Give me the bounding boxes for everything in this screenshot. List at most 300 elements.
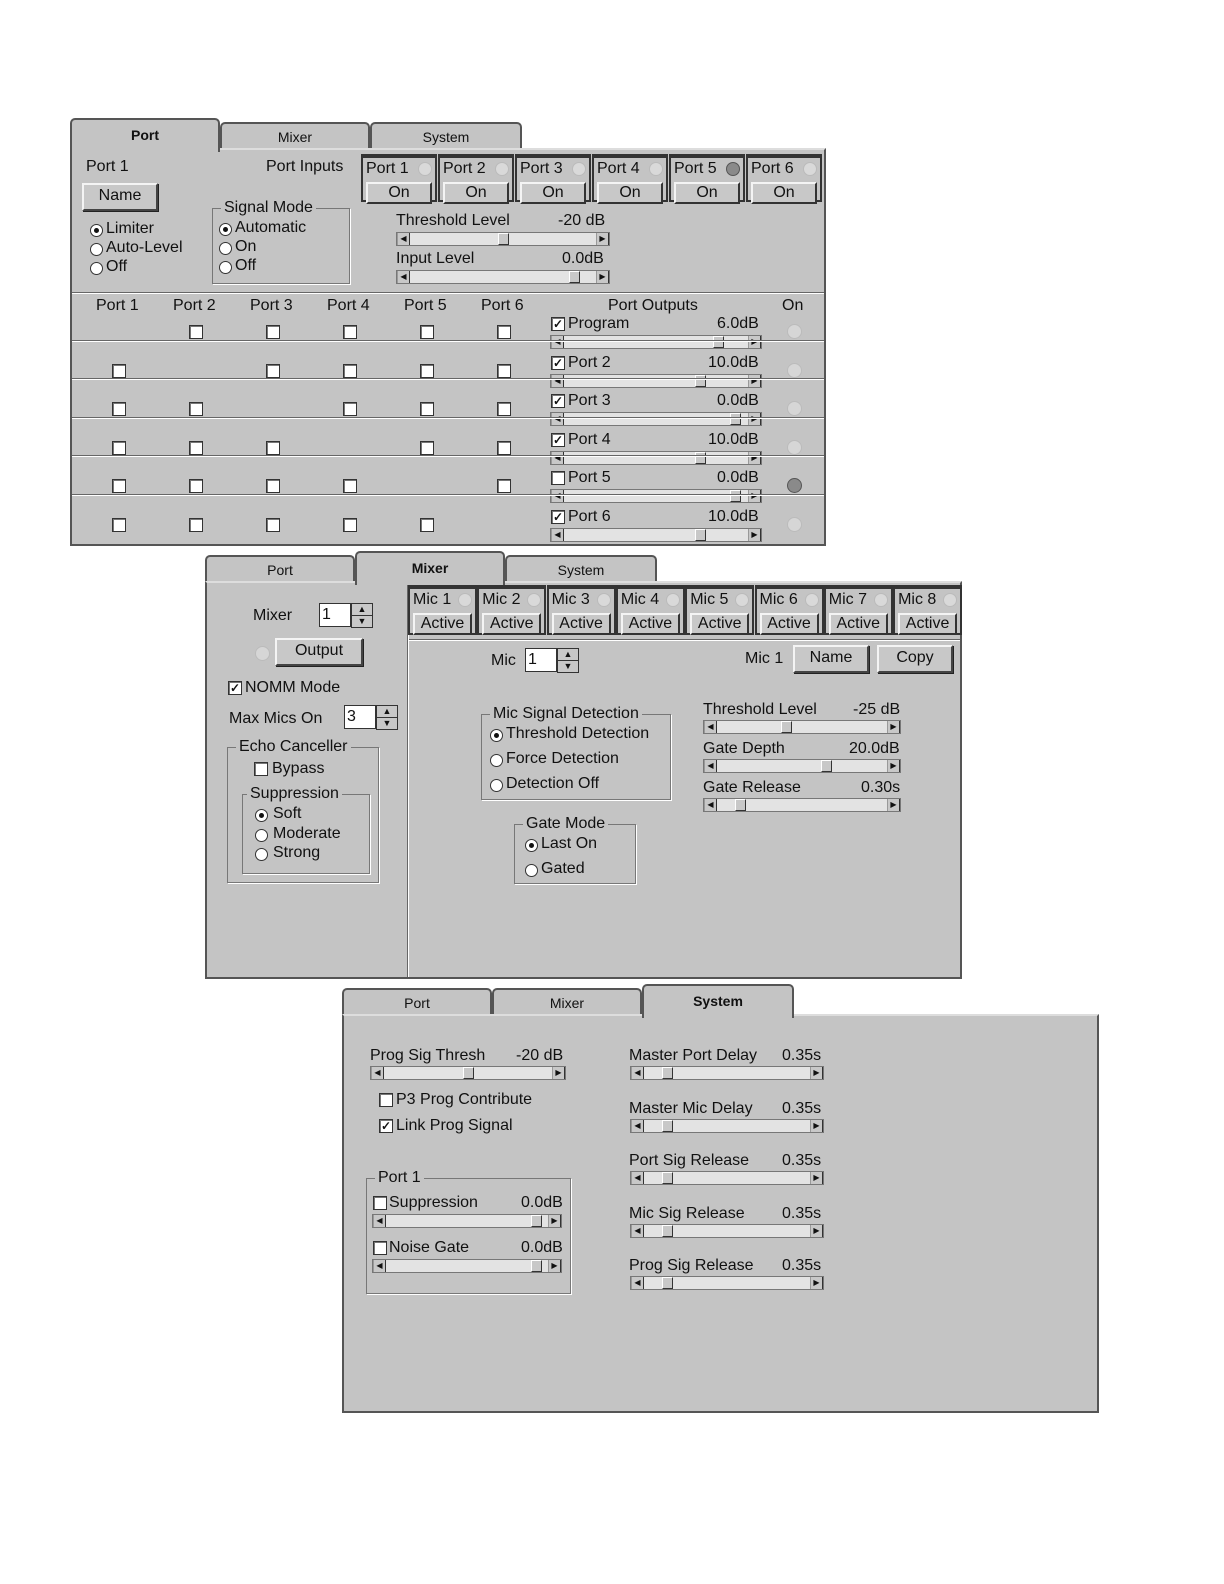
threshold-detection-radio[interactable] [490, 729, 503, 742]
input-level-label: Input Level [396, 250, 475, 267]
input-level-value: 0.0dB [562, 250, 604, 267]
link-prog-label: Link Prog Signal [396, 1117, 513, 1134]
mode-off-radio[interactable] [90, 262, 103, 275]
noise-gate-checkbox[interactable] [373, 1241, 387, 1255]
delay-slider[interactable] [630, 1119, 824, 1133]
slider-left-arrow-icon[interactable]: ◀ [371, 1067, 384, 1079]
gate-mode-group [514, 815, 636, 884]
route-checkbox[interactable] [497, 325, 511, 339]
slider-right-arrow-icon[interactable]: ▶ [810, 1225, 823, 1237]
detection-off-label: Detection Off [506, 775, 600, 792]
row-divider [72, 340, 824, 342]
strong-label: Strong [273, 844, 321, 861]
slider-left-arrow-icon[interactable]: ◀ [704, 799, 717, 811]
output-level-value: 0.0dB [717, 392, 759, 410]
tab-system[interactable]: System [370, 122, 522, 150]
gate-release-label: Gate Release [703, 779, 801, 796]
spin-up-icon[interactable]: ▲ [351, 603, 373, 616]
limiter-radio[interactable] [90, 224, 103, 237]
auto-level-label: Auto-Level [106, 239, 183, 256]
signal-off-radio[interactable] [219, 261, 232, 274]
matrix-header: Port 4 [327, 297, 370, 314]
slider-left-arrow-icon[interactable]: ◀ [704, 721, 717, 733]
route-checkbox[interactable] [266, 325, 280, 339]
slider-thumb[interactable] [498, 233, 509, 245]
noise-gate-label: Noise Gate [389, 1239, 470, 1256]
gate-release-slider[interactable] [703, 798, 901, 812]
suppression-checkbox[interactable] [373, 1196, 387, 1210]
slider-right-arrow-icon[interactable]: ▶ [748, 336, 761, 348]
row-divider [72, 494, 824, 496]
row-divider [72, 455, 824, 457]
on-label: On [782, 297, 804, 314]
mic-channel [824, 585, 893, 635]
spin-down-icon[interactable]: ▼ [376, 717, 398, 730]
matrix-header: Port 6 [481, 297, 524, 314]
system-window-tabs [342, 986, 802, 1016]
mic-led [527, 593, 541, 607]
tab-system[interactable]: System [505, 555, 657, 583]
slider-thumb[interactable] [531, 1260, 542, 1272]
tab-port[interactable]: Port [342, 988, 492, 1016]
output-on-led [787, 440, 802, 455]
mic-signal-detection-title: Mic Signal Detection [490, 705, 642, 723]
slider-thumb[interactable] [730, 490, 741, 502]
mic-channel [477, 585, 546, 635]
output-label: Port 4 [568, 430, 611, 448]
delay-label: Master Mic Delay [629, 1099, 753, 1117]
output-level-value: 10.0dB [708, 430, 759, 448]
signal-mode-group [212, 199, 350, 284]
tab-mixer[interactable]: Mixer [220, 122, 370, 150]
slider-left-arrow-icon[interactable]: ◀ [551, 529, 564, 541]
tab-mixer[interactable]: Mixer [355, 551, 505, 585]
output-level-slider[interactable] [550, 451, 762, 465]
output-checkbox[interactable]: ✓ [552, 510, 564, 524]
channel-name: Port 1 [366, 160, 409, 177]
last-on-label: Last On [541, 835, 598, 852]
slider-thumb[interactable] [821, 760, 832, 772]
channel-on-button[interactable]: On [597, 182, 663, 204]
input-level-slider[interactable] [396, 270, 610, 284]
route-checkbox[interactable] [497, 441, 511, 455]
last-on-radio[interactable] [525, 839, 538, 852]
route-checkbox[interactable] [497, 479, 511, 493]
mixer-value[interactable]: 1 [319, 603, 351, 627]
route-checkbox[interactable] [266, 441, 280, 455]
route-checkbox[interactable] [343, 402, 357, 416]
signal-mode-title: Signal Mode [221, 199, 316, 217]
detection-off-radio[interactable] [490, 779, 503, 792]
output-button[interactable]: Output [275, 638, 363, 666]
output-label: Port 5 [568, 469, 611, 487]
channel-led [572, 162, 586, 176]
copy-button[interactable]: Copy [877, 645, 953, 673]
channel-name: Port 6 [751, 160, 794, 177]
gate-mode-title: Gate Mode [523, 815, 608, 833]
slider-right-arrow-icon[interactable]: ▶ [887, 760, 900, 772]
mixer-panel [205, 581, 962, 979]
noise-gate-slider[interactable] [372, 1259, 562, 1273]
slider-left-arrow-icon[interactable]: ◀ [704, 760, 717, 772]
route-checkbox[interactable] [112, 518, 126, 532]
port-1-group [366, 1169, 571, 1294]
mic-channel [547, 585, 616, 635]
route-checkbox[interactable] [343, 364, 357, 378]
p3-prog-label: P3 Prog Contribute [396, 1091, 533, 1108]
slider-thumb[interactable] [662, 1120, 673, 1132]
channel-name: Port 2 [443, 160, 486, 177]
channel-led [418, 162, 432, 176]
slider-left-arrow-icon[interactable]: ◀ [551, 375, 564, 387]
slider-left-arrow-icon[interactable]: ◀ [551, 336, 564, 348]
max-mics-label: Max Mics On [229, 710, 323, 727]
route-checkbox[interactable] [497, 364, 511, 378]
channel-led [803, 162, 817, 176]
row-divider [72, 417, 824, 419]
mixer-window-tabs [205, 553, 665, 583]
slider-right-arrow-icon[interactable]: ▶ [810, 1120, 823, 1132]
slider-thumb[interactable] [735, 799, 746, 811]
mic-active-button[interactable]: Active [552, 613, 611, 635]
slider-left-arrow-icon[interactable]: ◀ [631, 1067, 644, 1079]
suppression-value: 0.0dB [521, 1194, 563, 1211]
divider [409, 639, 960, 641]
slider-left-arrow-icon[interactable]: ◀ [397, 233, 410, 245]
threshold-value: -20 dB [558, 212, 606, 229]
mic-led [666, 593, 680, 607]
mixer-label: Mixer [253, 607, 293, 624]
mic-name-button[interactable]: Name [793, 645, 869, 673]
delay-value: 0.35s [782, 1047, 822, 1064]
port-input-channel [438, 154, 514, 202]
spin-up-icon[interactable]: ▲ [557, 648, 579, 661]
signal-off-label: Off [235, 257, 257, 274]
channel-on-button[interactable]: On [366, 182, 432, 204]
output-label: Port 3 [568, 392, 611, 410]
prog-sig-thresh-label: Prog Sig Thresh [370, 1047, 486, 1064]
strong-radio[interactable] [255, 848, 268, 861]
slider-left-arrow-icon[interactable]: ◀ [551, 413, 564, 425]
nomm-checkbox[interactable]: ✓ [229, 681, 241, 695]
slider-right-arrow-icon[interactable]: ▶ [748, 529, 761, 541]
mic-led [597, 593, 611, 607]
divider [407, 583, 409, 977]
mic-led [943, 593, 957, 607]
port-input-channel [361, 154, 437, 202]
route-checkbox[interactable] [266, 364, 280, 378]
matrix-header: Port 5 [404, 297, 447, 314]
signal-on-radio[interactable] [219, 242, 232, 255]
moderate-label: Moderate [273, 825, 341, 842]
mic-active-button[interactable]: Active [413, 613, 472, 635]
slider-thumb[interactable] [662, 1277, 673, 1289]
mic-active-button[interactable]: Active [829, 613, 888, 635]
delay-slider[interactable] [630, 1224, 824, 1238]
output-level-value: 0.0dB [717, 469, 759, 487]
mic-active-button[interactable]: Active [760, 613, 819, 635]
output-on-led [787, 363, 802, 378]
slider-right-arrow-icon[interactable]: ▶ [810, 1277, 823, 1289]
slider-right-arrow-icon[interactable]: ▶ [548, 1215, 561, 1227]
channel-led [649, 162, 663, 176]
mic-channel [685, 585, 754, 635]
slider-right-arrow-icon[interactable]: ▶ [810, 1067, 823, 1079]
mode-off-label: Off [106, 258, 128, 275]
slider-right-arrow-icon[interactable]: ▶ [548, 1260, 561, 1272]
port-input-channel [669, 154, 745, 202]
output-label: Port 2 [568, 353, 611, 371]
port-window-tabs [70, 120, 530, 150]
route-checkbox[interactable] [112, 402, 126, 416]
threshold-detection-label: Threshold Detection [506, 725, 650, 742]
slider-thumb[interactable] [713, 336, 724, 348]
spin-down-icon[interactable]: ▼ [557, 660, 579, 673]
output-checkbox[interactable]: ✓ [552, 432, 564, 447]
p3-prog-checkbox[interactable] [379, 1093, 393, 1107]
tab-mixer[interactable]: Mixer [492, 988, 642, 1016]
route-checkbox[interactable] [189, 325, 203, 339]
threshold-slider[interactable] [396, 232, 610, 246]
mic-label: Mic [491, 652, 516, 669]
gate-release-value: 0.30s [861, 779, 901, 796]
mic-value[interactable]: 1 [525, 648, 557, 672]
slider-thumb[interactable] [569, 271, 580, 283]
system-panel [342, 1014, 1099, 1413]
delay-slider[interactable] [630, 1066, 824, 1080]
bypass-label: Bypass [272, 760, 325, 777]
port-input-channel [746, 154, 822, 202]
output-level-slider[interactable] [550, 335, 762, 349]
slider-thumb[interactable] [662, 1225, 673, 1237]
delay-slider[interactable] [630, 1276, 824, 1290]
port-input-channel [515, 154, 591, 202]
slider-right-arrow-icon[interactable]: ▶ [596, 271, 609, 283]
auto-level-radio[interactable] [90, 243, 103, 256]
channel-on-button[interactable]: On [751, 182, 817, 204]
slider-right-arrow-icon[interactable]: ▶ [887, 721, 900, 733]
tab-system[interactable]: System [642, 984, 794, 1018]
delay-label: Master Port Delay [629, 1047, 758, 1064]
delay-label: Mic Sig Release [629, 1204, 745, 1222]
mic-channel [408, 585, 477, 635]
current-mic-label: Mic 1 [745, 650, 784, 667]
tab-port[interactable]: Port [205, 555, 355, 583]
output-level-slider[interactable] [550, 412, 762, 426]
slider-thumb[interactable] [531, 1215, 542, 1227]
delay-label: Prog Sig Release [629, 1257, 754, 1274]
output-level-value: 6.0dB [717, 315, 759, 332]
route-checkbox[interactable] [266, 518, 280, 532]
mic-channel [616, 585, 685, 635]
force-detection-radio[interactable] [490, 754, 503, 767]
route-checkbox[interactable] [420, 441, 434, 455]
slider-thumb[interactable] [695, 452, 706, 464]
route-checkbox[interactable] [189, 518, 203, 532]
gate-depth-value: 20.0dB [849, 740, 900, 757]
slider-right-arrow-icon[interactable]: ▶ [552, 1067, 565, 1079]
channel-on-button[interactable]: On [443, 182, 509, 204]
mic-active-button[interactable]: Active [898, 613, 957, 635]
port-outputs-label: Port Outputs [608, 297, 698, 314]
route-checkbox[interactable] [420, 402, 434, 416]
slider-left-arrow-icon[interactable]: ◀ [631, 1277, 644, 1289]
output-on-led [787, 478, 802, 493]
suppression-slider[interactable] [372, 1214, 562, 1228]
mic-led [735, 593, 749, 607]
port-panel [70, 148, 826, 546]
output-label: Program [568, 315, 630, 332]
matrix-header: Port 2 [173, 297, 216, 314]
route-checkbox[interactable] [266, 479, 280, 493]
slider-left-arrow-icon[interactable]: ◀ [631, 1225, 644, 1237]
mic-active-button[interactable]: Active [690, 613, 749, 635]
route-checkbox[interactable] [343, 518, 357, 532]
output-label: Port 6 [568, 508, 611, 525]
mic-active-button[interactable]: Active [482, 613, 541, 635]
slider-right-arrow-icon[interactable]: ▶ [596, 233, 609, 245]
force-detection-label: Force Detection [506, 750, 619, 767]
slider-left-arrow-icon[interactable]: ◀ [373, 1260, 386, 1272]
mic-name: Mic 6 [759, 591, 798, 608]
route-checkbox[interactable] [189, 479, 203, 493]
output-level-value: 10.0dB [708, 508, 759, 525]
channel-name: Port 3 [520, 160, 563, 177]
output-on-led [787, 324, 802, 339]
matrix-header: Port 3 [250, 297, 293, 314]
channel-name: Port 5 [674, 160, 717, 177]
slider-left-arrow-icon[interactable]: ◀ [397, 271, 410, 283]
output-checkbox[interactable]: ✓ [552, 355, 564, 370]
slider-left-arrow-icon[interactable]: ◀ [631, 1172, 644, 1184]
mic-name: Mic 3 [551, 591, 590, 608]
route-checkbox[interactable] [189, 441, 203, 455]
slider-right-arrow-icon[interactable]: ▶ [748, 375, 761, 387]
delay-slider[interactable] [630, 1171, 824, 1185]
soft-radio[interactable] [255, 809, 268, 822]
output-level-value: 10.0dB [708, 353, 759, 371]
mic-active-button[interactable]: Active [621, 613, 680, 635]
mic-channel [755, 585, 824, 635]
route-checkbox[interactable] [112, 441, 126, 455]
route-checkbox[interactable] [343, 479, 357, 493]
slider-thumb[interactable] [695, 529, 706, 541]
matrix-header: Port 1 [96, 297, 139, 314]
slider-left-arrow-icon[interactable]: ◀ [631, 1120, 644, 1132]
slider-right-arrow-icon[interactable]: ▶ [748, 490, 761, 502]
channel-name: Port 4 [597, 160, 640, 177]
slider-left-arrow-icon[interactable]: ◀ [373, 1215, 386, 1227]
spin-up-icon[interactable]: ▲ [376, 705, 398, 718]
suppression-group [242, 785, 370, 874]
slider-left-arrow-icon[interactable]: ◀ [551, 490, 564, 502]
mic-signal-detection-group [481, 705, 671, 800]
soft-label: Soft [273, 805, 302, 822]
echo-canceller-group [227, 738, 379, 883]
delay-value: 0.35s [782, 1099, 822, 1117]
mic-led [805, 593, 819, 607]
limiter-label: Limiter [106, 220, 155, 237]
delay-label: Port Sig Release [629, 1152, 750, 1169]
port-label: Port 1 [86, 158, 129, 175]
row-divider [72, 378, 824, 380]
port-1-group-title: Port 1 [375, 1169, 424, 1187]
mic-channel [893, 585, 962, 635]
delay-value: 0.35s [782, 1257, 822, 1274]
output-on-led [787, 401, 802, 416]
max-mics-value[interactable]: 3 [344, 705, 376, 729]
gated-label: Gated [541, 860, 585, 877]
gate-depth-slider[interactable] [703, 759, 901, 773]
slider-thumb[interactable] [781, 721, 792, 733]
signal-automatic-radio[interactable] [219, 223, 232, 236]
threshold-label: Threshold Level [396, 212, 510, 229]
echo-canceller-title: Echo Canceller [236, 738, 351, 756]
mic-threshold-slider[interactable] [703, 720, 901, 734]
prog-sig-thresh-slider[interactable] [370, 1066, 566, 1080]
output-checkbox[interactable] [551, 471, 565, 485]
output-level-slider[interactable] [550, 374, 762, 388]
port-name-button[interactable]: Name [82, 183, 158, 211]
tab-port[interactable]: Port [70, 118, 220, 152]
route-checkbox[interactable] [420, 364, 434, 378]
slider-thumb[interactable] [695, 375, 706, 387]
route-checkbox[interactable] [112, 479, 126, 493]
suppression-label: Suppression [389, 1194, 478, 1211]
slider-thumb[interactable] [730, 413, 741, 425]
slider-right-arrow-icon[interactable]: ▶ [748, 452, 761, 464]
route-checkbox[interactable] [112, 364, 126, 378]
spin-down-icon[interactable]: ▼ [351, 615, 373, 628]
output-checkbox[interactable]: ✓ [552, 394, 564, 409]
route-checkbox[interactable] [420, 325, 434, 339]
route-checkbox[interactable] [343, 325, 357, 339]
bypass-checkbox[interactable] [254, 762, 268, 776]
channel-on-button[interactable]: On [520, 182, 586, 204]
output-level-slider[interactable] [550, 528, 762, 542]
moderate-radio[interactable] [255, 829, 268, 842]
slider-thumb[interactable] [662, 1172, 673, 1184]
slider-right-arrow-icon[interactable]: ▶ [887, 799, 900, 811]
noise-gate-value: 0.0dB [521, 1239, 563, 1256]
slider-left-arrow-icon[interactable]: ◀ [551, 452, 564, 464]
output-checkbox[interactable]: ✓ [552, 317, 564, 331]
prog-sig-thresh-value: -20 dB [516, 1047, 564, 1064]
link-prog-checkbox[interactable]: ✓ [380, 1119, 392, 1133]
port-input-channel [592, 154, 668, 202]
signal-on-label: On [235, 238, 257, 255]
suppression-title: Suppression [247, 785, 342, 803]
channel-led [495, 162, 509, 176]
mic-led [458, 593, 472, 607]
slider-right-arrow-icon[interactable]: ▶ [810, 1172, 823, 1184]
delay-value: 0.35s [782, 1152, 822, 1169]
output-level-slider[interactable] [550, 489, 762, 503]
route-checkbox[interactable] [497, 402, 511, 416]
gated-radio[interactable] [525, 864, 538, 877]
signal-automatic-label: Automatic [235, 219, 307, 236]
slider-thumb[interactable] [463, 1067, 474, 1079]
mic-name: Mic 2 [482, 591, 521, 608]
mic-name: Mic 7 [828, 591, 868, 608]
mic-threshold-value: -25 dB [853, 701, 901, 718]
slider-thumb[interactable] [662, 1067, 673, 1079]
channel-on-button[interactable]: On [674, 182, 740, 204]
slider-right-arrow-icon[interactable]: ▶ [748, 413, 761, 425]
route-checkbox[interactable] [189, 402, 203, 416]
mic-threshold-label: Threshold Level [703, 701, 817, 718]
route-checkbox[interactable] [420, 518, 434, 532]
